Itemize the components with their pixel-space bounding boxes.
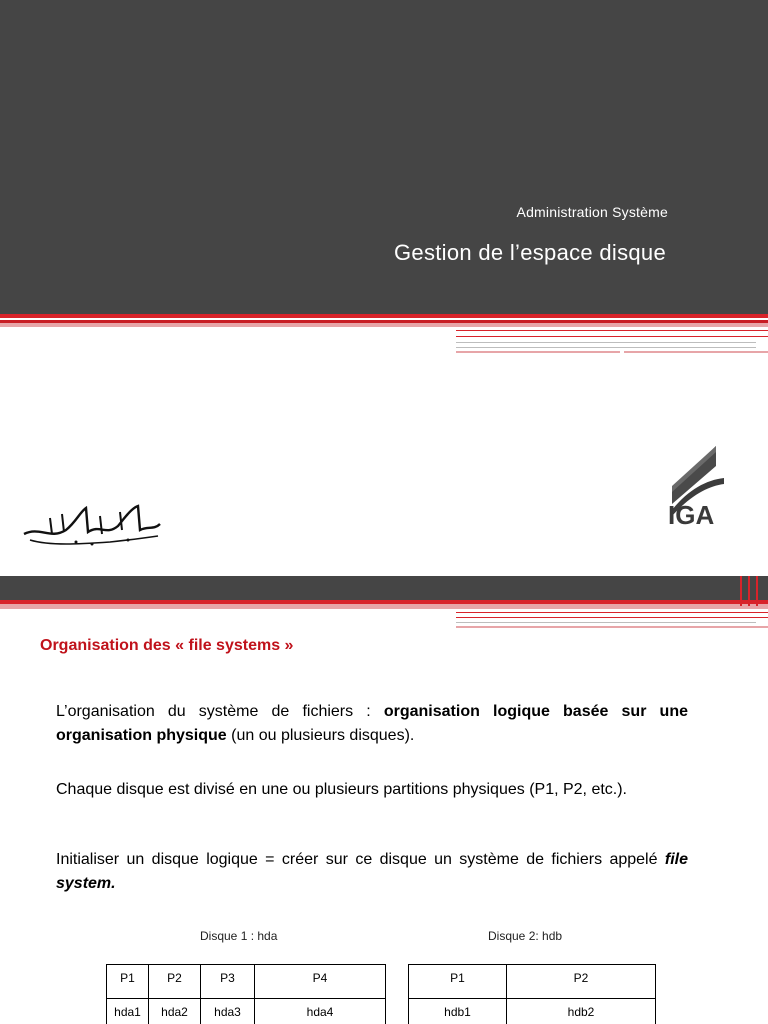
content-header-band xyxy=(0,576,768,600)
disk1-device-cell: hda3 xyxy=(201,999,255,1024)
iga-logo xyxy=(666,442,746,528)
basmala-calligraphy xyxy=(20,500,162,550)
cover-title: Gestion de l’espace disque xyxy=(394,240,666,265)
cover-subtitle: Administration Système xyxy=(516,204,668,220)
paragraph-partitions: Chaque disque est divisé en une ou plusieurs partitions physiques (P1, P2, etc.). xyxy=(56,781,627,798)
disk1-device-cell: hda4 xyxy=(255,999,386,1024)
paragraph-organisation xyxy=(56,700,688,748)
disk1-label: Disque 1 : hda xyxy=(200,929,278,943)
disk1-partition-cell: P2 xyxy=(149,965,201,999)
content-slide xyxy=(0,576,768,1024)
disk1-table xyxy=(106,964,386,1024)
para1-lead: L’organisation du système de fichiers : xyxy=(56,703,384,720)
disk1-device-cell: hda2 xyxy=(149,999,201,1024)
para3-bold: file system. xyxy=(56,851,688,892)
disk2-device-cell: hdb2 xyxy=(507,999,656,1024)
disk1-partition-cell: P3 xyxy=(201,965,255,999)
cover-header-band xyxy=(0,0,768,314)
disk1-device-row xyxy=(107,999,386,1024)
disk2-device-cell: hdb1 xyxy=(409,999,507,1024)
para1-bold: organisation logique basée sur une organisation physique xyxy=(56,703,689,744)
disk2-partition-cell: P2 xyxy=(507,965,656,999)
disk2-label: Disque 2: hdb xyxy=(488,929,563,943)
disk1-device-cell: hda1 xyxy=(107,999,149,1024)
disk2-partition-cell: P1 xyxy=(409,965,507,999)
paragraph-file-system xyxy=(56,848,688,896)
disk2-table xyxy=(408,964,656,1024)
para3-lead: Initialiser un disque logique = créer sur ce disque un système de fichiers appelé xyxy=(56,851,665,868)
para1-tail: (un ou plusieurs disques). xyxy=(226,727,415,744)
section-title: Organisation des « file systems » xyxy=(40,637,294,654)
disk2-device-row xyxy=(409,999,656,1024)
disk1-partition-cell: P4 xyxy=(255,965,386,999)
disk2-partition-row xyxy=(409,965,656,999)
iga-logo-text: IGA xyxy=(668,500,715,528)
disk1-partition-cell: P1 xyxy=(107,965,149,999)
disk1-partition-row xyxy=(107,965,386,999)
